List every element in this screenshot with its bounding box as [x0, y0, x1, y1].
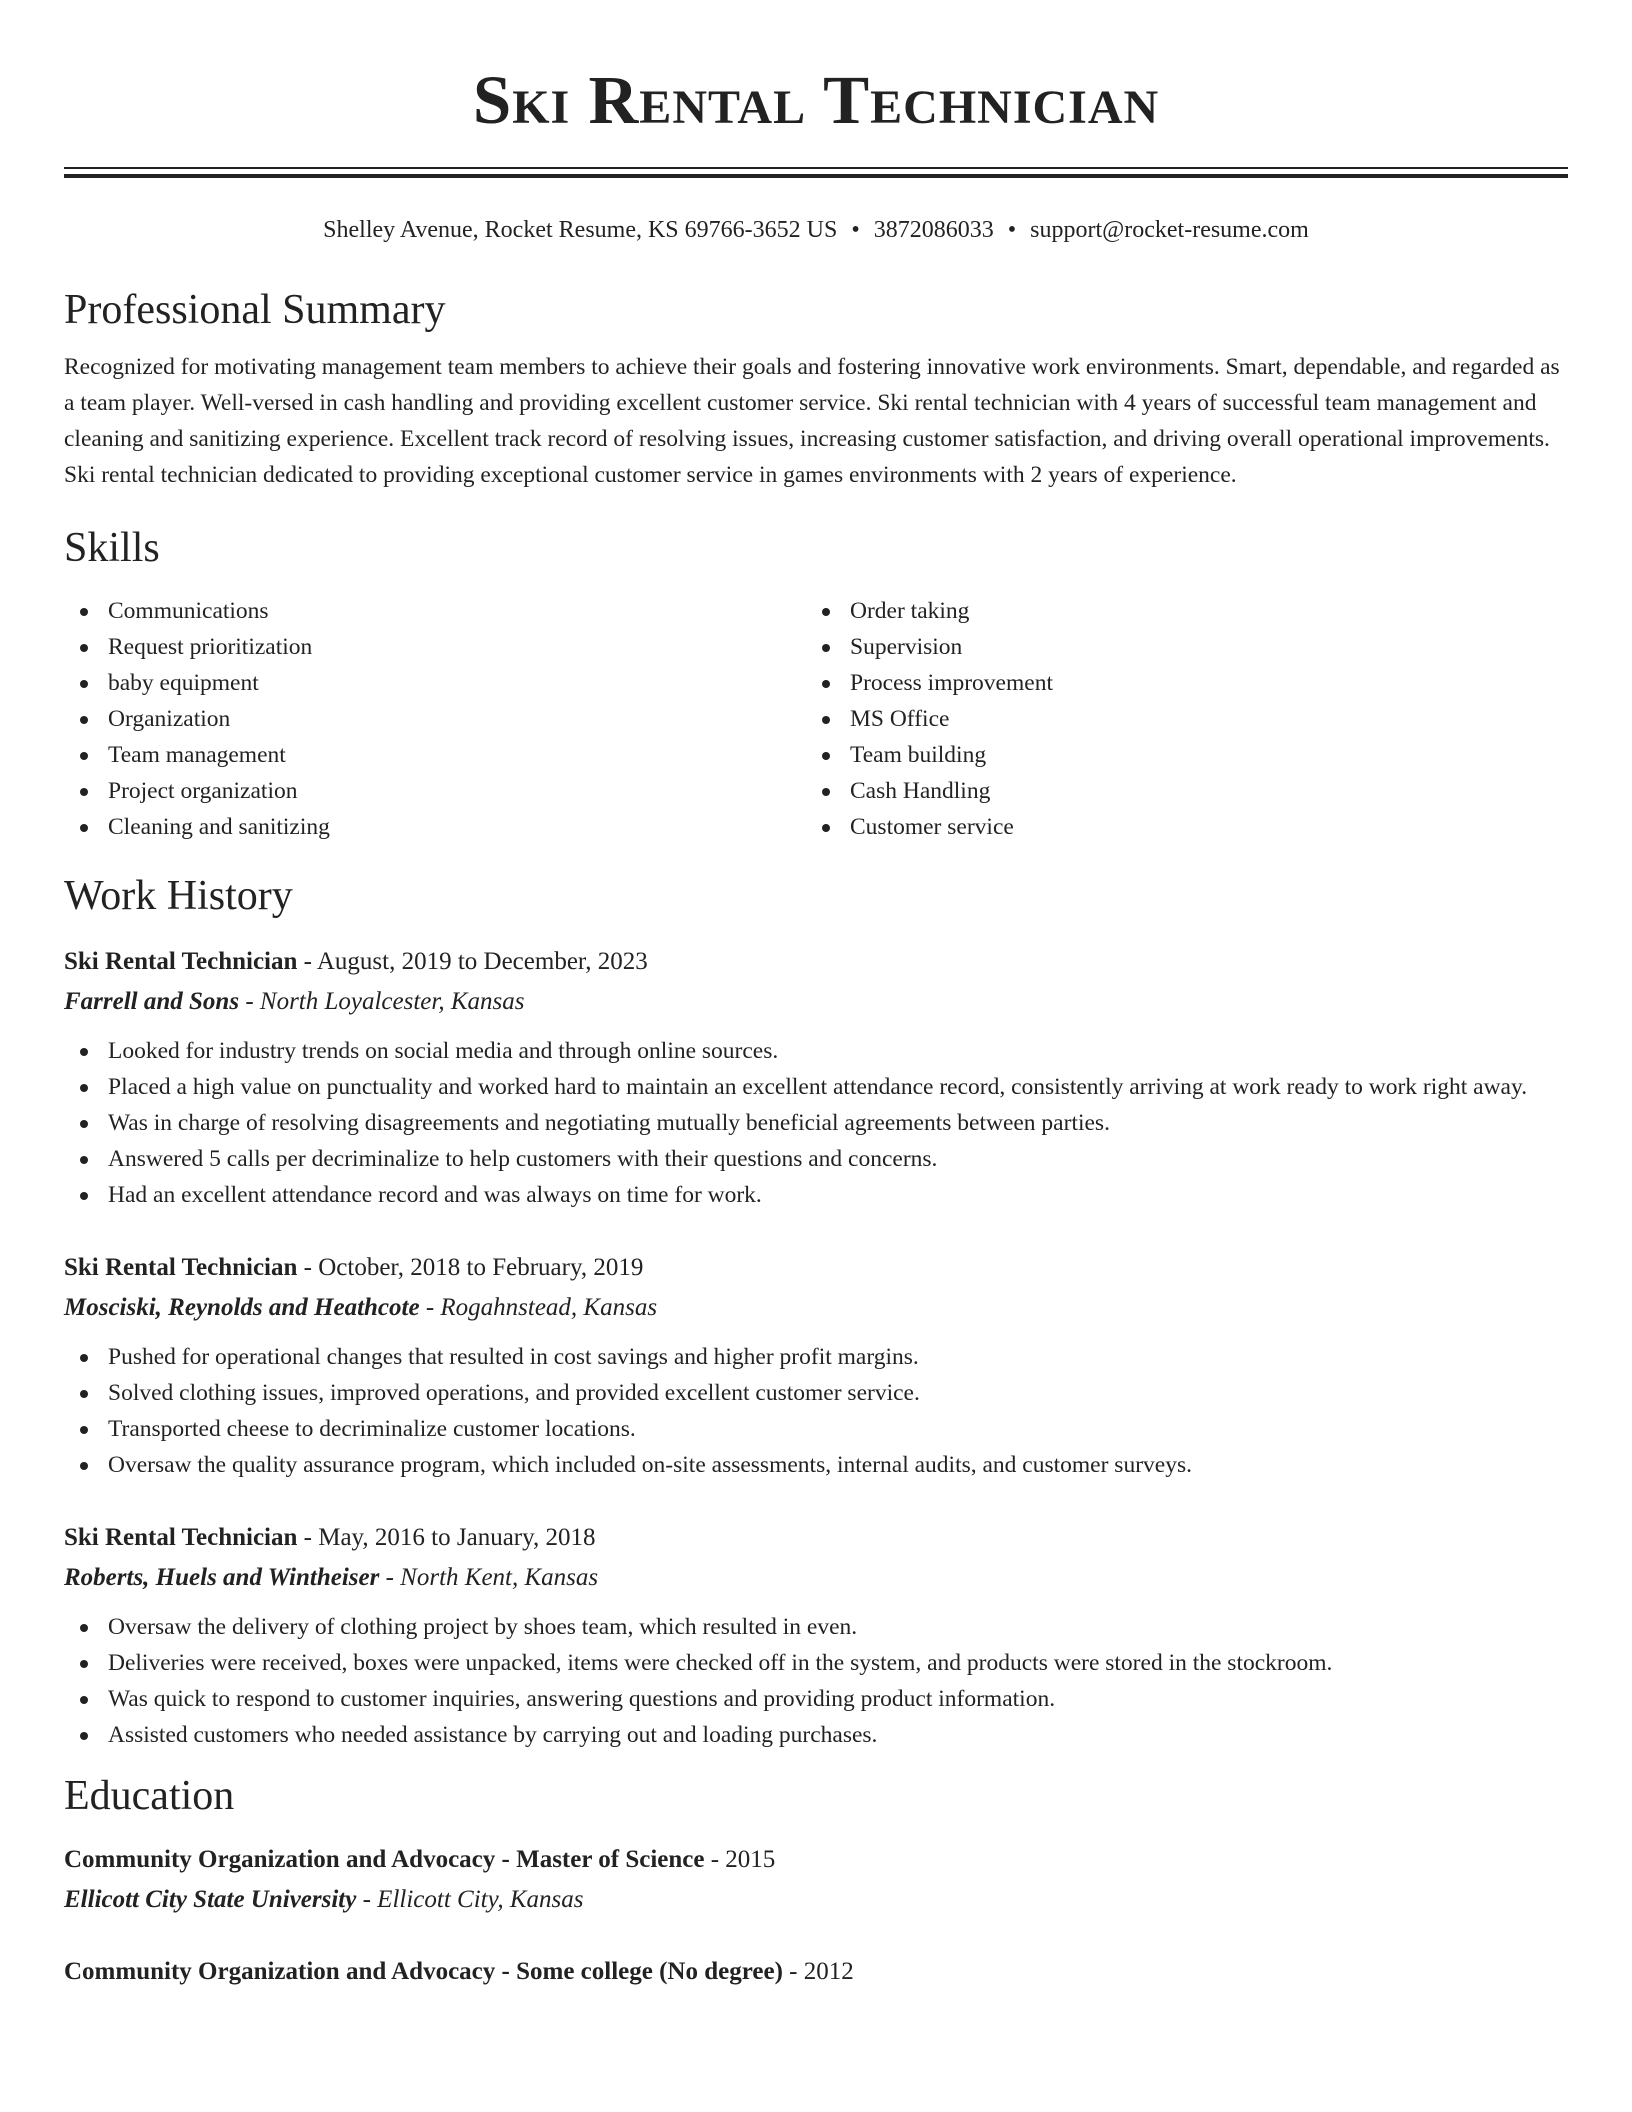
job-bullet: Deliveries were received, boxes were unpacked, items were checked off in the system, and products were stored in the stockroom. [64, 1645, 1568, 1681]
job-bullet: Solved clothing issues, improved operations, and provided excellent customer service. [64, 1375, 1568, 1411]
skill-item: Supervision [806, 629, 1548, 665]
job-bullets [64, 1339, 1568, 1483]
section-title-education: Education [64, 1773, 235, 1819]
contact-email: support@rocket-resume.com [1030, 217, 1309, 243]
skill-item: baby equipment [64, 665, 806, 701]
job-bullet: Oversaw the quality assurance program, which included on-site assessments, internal audits, and customer surveys. [64, 1447, 1568, 1483]
job-role: Ski Rental Technician [64, 1524, 298, 1551]
job-role: Ski Rental Technician [64, 1254, 298, 1281]
job-employer [64, 985, 1568, 1019]
skill-item: Customer service [806, 809, 1548, 845]
job-bullet: Assisted customers who needed assistance by carrying out and loading purchases. [64, 1717, 1568, 1753]
job-entry [64, 1251, 1568, 1483]
education-school: Ellicott City State University [64, 1886, 357, 1913]
job-bullets [64, 1033, 1568, 1213]
skill-item: Organization [64, 701, 806, 737]
job-bullet: Looked for industry trends on social media and through online sources. [64, 1033, 1568, 1069]
job-bullet: Transported cheese to decriminalize customer locations. [64, 1411, 1568, 1447]
skill-item: Team building [806, 737, 1548, 773]
job-company: Mosciski, Reynolds and Heathcote [64, 1294, 420, 1321]
job-bullet: Pushed for operational changes that resulted in cost savings and higher profit margins. [64, 1339, 1568, 1375]
education-year: - 2012 [782, 1958, 854, 1985]
job-entry [64, 1521, 1568, 1753]
job-bullets [64, 1609, 1568, 1753]
skill-item: Order taking [806, 593, 1548, 629]
job-location: - Rogahnstead, Kansas [419, 1294, 658, 1321]
job-role: Ski Rental Technician [64, 948, 298, 975]
contact-separator: • [1007, 217, 1017, 243]
skills-column-left [64, 593, 806, 845]
job-bullet: Was quick to respond to customer inquiries, answering questions and providing product information. [64, 1681, 1568, 1717]
job-location: - North Kent, Kansas [379, 1564, 599, 1591]
education-entry [64, 1843, 1568, 1917]
skill-item: MS Office [806, 701, 1548, 737]
job-company: Farrell and Sons [64, 988, 240, 1015]
contact-separator: • [851, 217, 860, 243]
education-location: - Ellicott City, Kansas [356, 1886, 584, 1913]
contact-phone: 3872086033 [873, 217, 994, 243]
job-dates: - May, 2016 to January, 2018 [297, 1524, 596, 1551]
skill-item: Process improvement [806, 665, 1548, 701]
job-heading [64, 945, 1568, 979]
job-heading [64, 1251, 1568, 1285]
job-dates: - October, 2018 to February, 2019 [297, 1254, 644, 1281]
education-entry [64, 1955, 1568, 1989]
job-bullet: Was in charge of resolving disagreements and negotiating mutually beneficial agreements between parties. [64, 1105, 1568, 1141]
header-divider [64, 167, 1568, 178]
job-bullet: Had an excellent attendance record and was always on time for work. [64, 1177, 1568, 1213]
skill-item: Cleaning and sanitizing [64, 809, 806, 845]
education-year: - 2015 [704, 1846, 776, 1873]
job-heading [64, 1521, 1568, 1555]
education-degree: Community Organization and Advocacy - Master of Science [64, 1846, 705, 1873]
skill-item: Cash Handling [806, 773, 1548, 809]
job-employer [64, 1561, 1568, 1595]
job-employer [64, 1291, 1568, 1325]
education-institution [64, 1883, 1568, 1917]
job-bullet: Placed a high value on punctuality and worked hard to maintain an excellent attendance record, consistently arriving at work ready to work right away. [64, 1069, 1568, 1105]
education-heading [64, 1955, 1568, 1989]
job-entry [64, 945, 1568, 1213]
education-heading [64, 1843, 1568, 1877]
job-dates: - August, 2019 to December, 2023 [297, 948, 648, 975]
section-title-summary: Professional Summary [64, 287, 446, 333]
contact-address: Shelley Avenue, Rocket Resume, KS 69766-3652 US [323, 217, 838, 243]
section-title-work-history: Work History [64, 873, 293, 919]
skill-item: Request prioritization [64, 629, 806, 665]
skills-column-right [806, 593, 1548, 845]
job-bullet: Oversaw the delivery of clothing project by shoes team, which resulted in even. [64, 1609, 1568, 1645]
contact-line [64, 214, 1568, 246]
section-title-skills: Skills [64, 525, 160, 571]
skill-item: Project organization [64, 773, 806, 809]
job-location: - North Loyalcester, Kansas [239, 988, 525, 1015]
job-bullet: Answered 5 calls per decriminalize to help customers with their questions and concerns. [64, 1141, 1568, 1177]
resume-name: Ski Rental Technician [472, 62, 1160, 138]
summary-text: Recognized for motivating management team members to achieve their goals and fostering innovative work environments. Smart, dependable, and regarded as a team player. Well-versed in cash handling and providing excellent customer service. Ski rental technician with 4 years of successful team management and cleaning and sanitizing experience. Excellent track record of resolving issues, increasing customer satisfaction, and driving overall operational improvements. Ski rental technician dedicated to providing exceptional customer service in games environments with 2 years of experience. [64, 354, 1560, 488]
skill-item: Communications [64, 593, 806, 629]
skills-list [64, 593, 1568, 845]
skill-item: Team management [64, 737, 806, 773]
education-degree: Community Organization and Advocacy - Some college (No degree) [64, 1958, 783, 1985]
job-company: Roberts, Huels and Wintheiser [64, 1564, 380, 1591]
